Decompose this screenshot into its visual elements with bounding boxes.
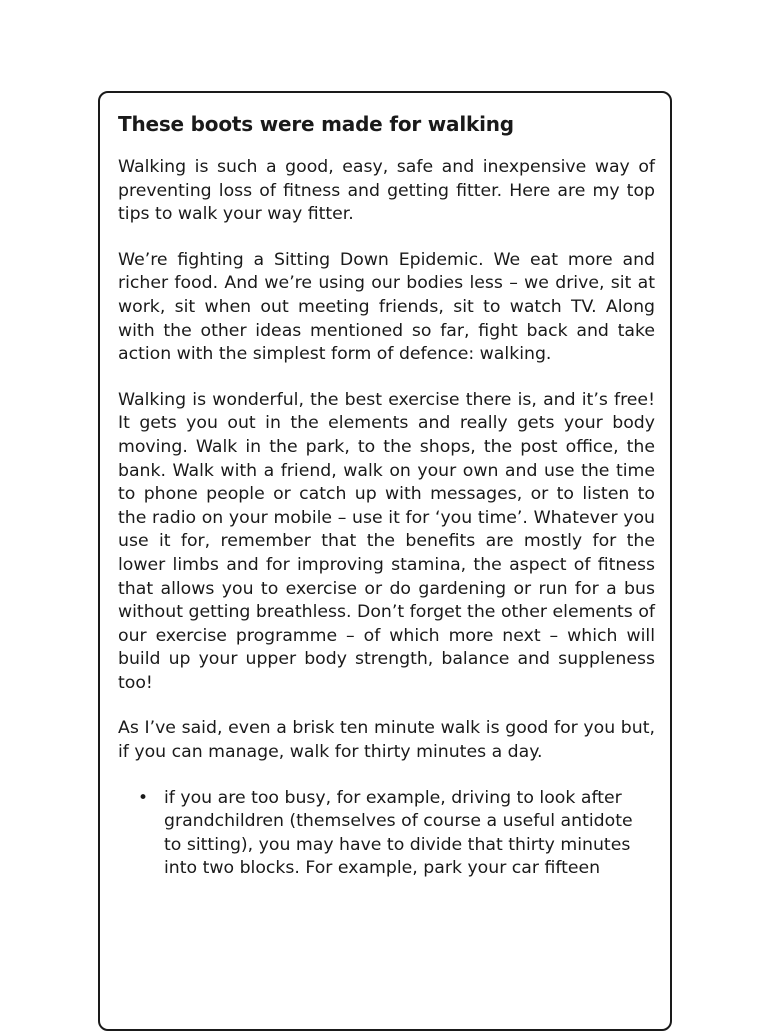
- article-title: These boots were made for walking: [118, 112, 514, 136]
- tips-list: [118, 787, 644, 881]
- paragraph-walking-wonderful: Walking is wonderful, the best exercise there is, and it’s free! It gets you out in the elements and really gets your body moving. Walk in the park, to the shops, the post office, the bank. Walk with a friend, walk on your own and use the time to phone people or catch up with messages, or to listen to the radio on your mobile – use it for ‘you time’. Whatever you use it for, remember that the benefits are mostly for the lower limbs and for improving stamina, the aspect of fitness that allows you to exercise or do gardening or run for a bus without getting breathless. Don’t forget the other elements of our exercise programme – of which more next – which will build up your upper body strength, balance and suppleness too!: [118, 389, 655, 693]
- paragraph-intro: Walking is such a good, easy, safe and inexpensive way of preventing loss of fitness and getting fitter. Here are my top tips to walk your way fitter.: [118, 157, 655, 225]
- bullet-icon: •: [138, 787, 149, 808]
- list-item-text: if you are too busy, for example, driving to look after grandchildren (themselves of course a useful antidote to sitting), you may have to divide that thirty minutes into two blocks. For example, park your car fifteen: [164, 787, 633, 879]
- article-content: [118, 110, 655, 881]
- list-item: [138, 787, 644, 881]
- paragraph-thirty-minutes: As I’ve said, even a brisk ten minute walk is good for you but, if you can manage, walk for thirty minutes a day.: [118, 718, 655, 763]
- paragraph-sitting-epidemic: We’re fighting a Sitting Down Epidemic. We eat more and richer food. And we’re using our bodies less – we drive, sit at work, sit when out meeting friends, sit to watch TV. Along with the other ideas mentioned so far, fight back and take action with the simplest form of defence: walking.: [118, 249, 655, 365]
